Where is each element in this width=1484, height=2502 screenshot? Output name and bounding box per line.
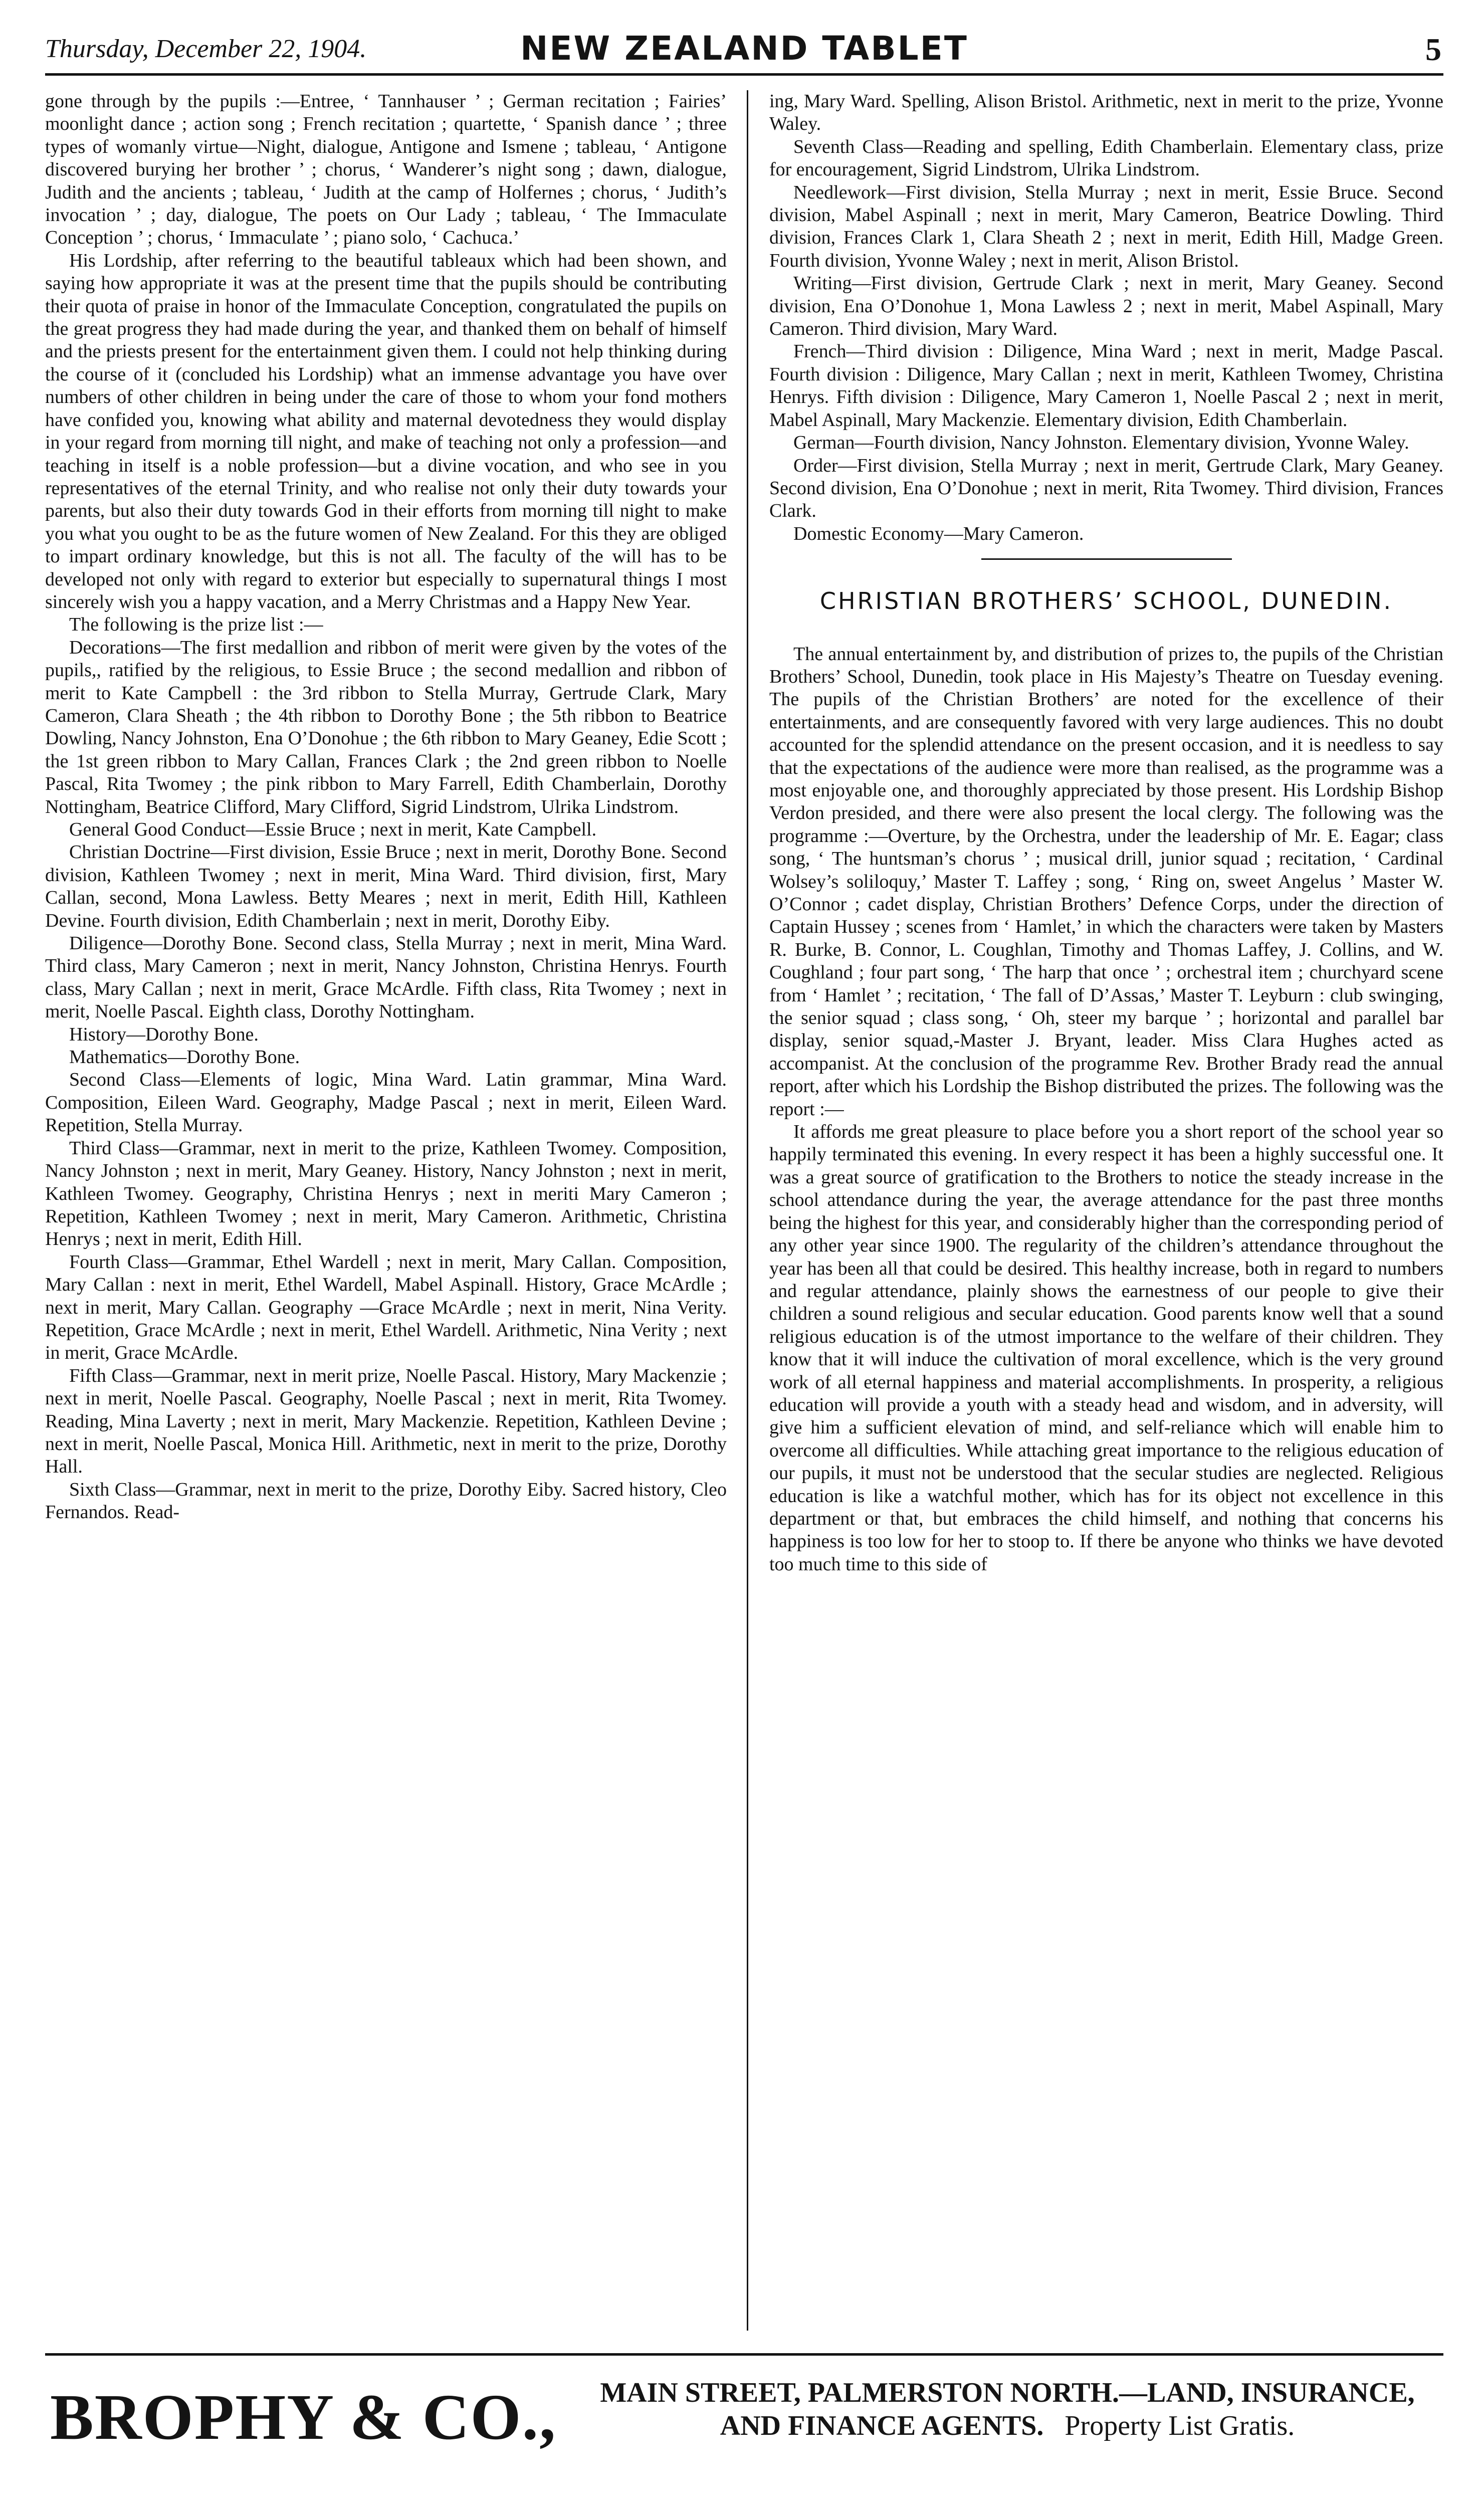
ad-agents-text: AND FINANCE AGENTS. bbox=[720, 2410, 1044, 2441]
column-divider bbox=[747, 90, 748, 2331]
ad-property-list-text: Property List Gratis. bbox=[1065, 2410, 1295, 2441]
prize-paragraph: Fourth Class—Grammar, Ethel Wardell ; next in merit, Mary Callan. Composition, Mary Callan : next in merit, Ethel Wardell, Mabel Aspinall. History, Grace McArdle ; next in merit, Mary Callan. Geography —Grace McArdle ; next in merit, Nina Verity. Repetition, Grace McArdle ; next in merit, Ethel Wardell. Arithmetic, Nina Verity ; next in merit, Grace McArdle. bbox=[45, 1251, 727, 1364]
prize-paragraph: Needlework—First division, Stella Murray ; next in merit, Essie Bruce. Second division, Mabel Aspinall ; next in merit, Mary Cameron, Beatrice Dowling. Third division, Frances Clark 1, Clara Sheath 2 ; next in merit, Edith Hill, Madge Green. Fourth division, Yvonne Waley ; next in merit, Alison Bristol. bbox=[769, 181, 1443, 271]
prize-paragraph: Fifth Class—Grammar, next in merit prize, Noelle Pascal. History, Mary Mackenzie ; next in merit, Noelle Pascal. Geography, Noelle Pascal ; next in merit, Rita Twomey. Reading, Mina Laverty ; next in merit, Mary Mackenzie. Repetition, Kathleen Devine ; next in merit, Noelle Pascal, Monica Hill. Arithmetic, next in merit to the prize, Dorothy Hall. bbox=[45, 1365, 727, 1478]
prize-paragraph: History—Dorothy Bone. bbox=[69, 1023, 259, 1045]
prize-paragraph: Order—First division, Stella Murray ; next in merit, Gertrude Clark, Mary Geaney. Second division, Ena O’Donohue ; next in merit, Rita Twomey. Third division, Frances Clark. bbox=[769, 455, 1443, 522]
ad-services-line bbox=[571, 2410, 1443, 2442]
article-paragraph: gone through by the pupils :—Entree, ‘ Tannhauser ’ ; German recitation ; Fairies’ moonlight dance ; action song ; French recitation ; quartette, ‘ Spanish dance ’ ; three types of womanly virtue—Night, dialogue, Antigone and Ismene ; tableau, ‘ Antigone discovered burying her brother ’ ; chorus, ‘ Wanderer’s night song ; dawn, dialogue, Judith and the ancients ; tableau, ‘ Judith at the camp of Holfernes ; chorus, ‘ Judith’s invocation ’ ; day, dialogue, The poets on Our Lady ; tableau, ‘ The Immaculate Conception ’ ; chorus, ‘ Immaculate ’ ; piano solo, ‘ Cachuca.’ bbox=[45, 91, 727, 249]
prize-paragraph: Seventh Class—Reading and spelling, Edith Chamberlain. Elementary class, prize for encouragement, Sigrid Lindstrom, Ulrika Lindstrom. bbox=[769, 136, 1443, 180]
prize-paragraph: Third Class—Grammar, next in merit to the prize, Kathleen Twomey. Composition, Nancy Johnston ; next in merit, Mary Geaney. History, Nancy Johnston ; next in merit, Kathleen Twomey. Geography, Christina Henrys ; next in meriti Mary Cameron ; Repetition, Kathleen Twomey ; next in merit, Mary Cameron. Arithmetic, Christina Henrys ; next in merit, Edith Hill. bbox=[45, 1137, 727, 1250]
prize-paragraph: ing, Mary Ward. Spelling, Alison Bristol. Arithmetic, next in merit to the prize, Yvonne Waley. bbox=[769, 91, 1443, 135]
ad-address-line: MAIN STREET, PALMERSTON NORTH.—LAND, INSURANCE, bbox=[600, 2377, 1415, 2408]
article-paragraph: The annual entertainment by, and distribution of prizes to, the pupils of the Christian Brothers’ School, Dunedin, took place in His Majesty’s Theatre on Tuesday evening. The pupils of the Christian Brothers’ are noted for the excellence of their entertainments, and are consequently favored with very large audiences. This no doubt accounted for the splendid attendance on the present occasion, and it is needless to say that the expectations of the audience were more than realised, as the programme was a most enjoyable one, and thoroughly appreciated by those present. His Lordship Bishop Verdon presided, and there were also present the local clergy. The following was the programme :—Overture, by the Orchestra, under the leadership of Mr. E. Eagar; class song, ‘ The huntsman’s chorus ’ ; musical drill, junior squad ; recitation, ‘ Cardinal Wolsey’s soliloquy,’ Master T. Laffey ; song, ‘ Ring on, sweet Angelus ’ Master W. O’Connor ; cadet display, Christian Brothers’ Defence Corps, under the direction of Captain Hussey ; scenes from ‘ Hamlet,’ in which the characters were taken by Masters R. Burke, B. Connor, L. Coughlan, Timothy and Thomas Laffey, J. Collins, and W. Coughland ; four part song, ‘ The harp that once ’ ; orchestral item ; churchyard scene from ‘ Hamlet ’ ; recitation, ‘ The fall of D’Assas,’ Master T. Leyburn : club swinging, the senior squad ; class song, ‘ Oh, steer my barque ’ ; horizontal and parallel bar display, senior squad,-Master J. Bryant, leader. Miss Clara Hughes acted as accompanist. At the conclusion of the programme Rev. Brother Brady read the annual report, after which his Lordship the Bishop distributed the prizes. The following was the report :— bbox=[769, 643, 1443, 1120]
newspaper-title: NEW ZEALAND TABLET bbox=[520, 29, 968, 68]
article-paragraph: It affords me great pleasure to place before you a short report of the school year so happily terminated this evening. In every respect it has been a highly successful one. It was a great source of gratification to the Brothers to notice the steady increase in the school attendance during the year, the average attendance for the past three months being the highest for this year, and considerably higher than the corresponding period of any other year since 1900. The regularity of the children’s attendance throughout the year has been all that could be desired. This healthy increase, both in regard to numbers and regular attendance, plainly shows the earnestness of our people to give their children a sound religious and secular education. Good parents know well that a sound religious education is of the utmost importance to the welfare of their children. They know that it will induce the cultivation of moral excellence, which is the very ground work of all eternal happiness and material accomplishments. In prosperity, a religious education will provide a youth with a steady head and wisdom, and in adversity, will give him a sufficient elevation of mind, and self-reliance which will enable him to overcome all difficulties. While attaching great importance to the religious education of our pupils, it must not be understood that the secular studies are neglected. Religious education is like a watchful mother, which has for its object not excellence in this department or that, but embraces the child himself, and nothing that concerns his happiness is too low for her to stoop to. If there be anyone who thinks we have devoted too much time to this side of bbox=[769, 1121, 1443, 1575]
right-column bbox=[769, 90, 1443, 2331]
prize-paragraph: German—Fourth division, Nancy Johnston. Elementary division, Yvonne Waley. bbox=[793, 432, 1409, 454]
section-separator bbox=[981, 558, 1232, 560]
prize-paragraph: General Good Conduct—Essie Bruce ; next in merit, Kate Campbell. bbox=[69, 819, 597, 840]
section-heading: CHRISTIAN BROTHERS’ SCHOOL, DUNEDIN. bbox=[819, 587, 1393, 615]
masthead bbox=[45, 27, 1443, 72]
issue-date: Thursday, December 22, 1904. bbox=[45, 35, 367, 63]
article-paragraph: His Lordship, after referring to the beautiful tableaux which had been shown, and saying how appropriate it was at the present time that the pupils should be contributing their quota of praise in honor of the Immaculate Conception, congratulated the pupils on the great progress they had made during the year, and thanked them on behalf of himself and the priests present for the entertainment given them. I could not help thinking during the course of it (concluded his Lordship) what an immense advantage you have over numbers of other children in being under the care of those to whom your fond mothers have confided you, knowing what ability and maternal devotedness they would display in your regard from morning till night, and make of teaching not only a profession—and teaching in itself is a noble profession—but a divine vocation, and who see in you representatives of the eternal Trinity, and who realise not only their duty towards your parents, but also their duty towards God in their efforts from morning till night to make you what you ought to be as the future women of New Zealand. For this they are obliged to impart ordinary knowledge, but this is not all. The faculty of the will has to be developed not only with regard to exterior but especially to supernatural things I most sincerely wish you a happy vacation, and a Merry Christmas and a Happy New Year. bbox=[45, 250, 727, 612]
prize-paragraph: Decorations—The first medallion and ribbon of merit were given by the votes of the pupils,, ratified by the religious, to Essie Bruce ; the second medallion and ribbon of merit to Kate Campbell : the 3rd ribbon to Stella Murray, Gertrude Clark, Mary Cameron, Clara Sheath ; the 4th ribbon to Dorothy Bone ; the 5th ribbon to Beatrice Dowling, Nancy Johnston, Ena O’Donohue ; the 6th ribbon to Mary Geaney, Edie Scott ; the 1st green ribbon to Mary Callan, Frances Clark ; the 2nd green ribbon to Noelle Pascal, Rita Twomey ; the pink ribbon to Mary Farrell, Edith Chamberlain, Dorothy Nottingham, Beatrice Clifford, Mary Clifford, Sigrid Lindstrom, Ulrika Lindstrom. bbox=[45, 637, 727, 817]
prize-paragraph: Diligence—Dorothy Bone. Second class, Stella Murray ; next in merit, Mina Ward. Third class, Mary Cameron ; next in merit, Nancy Johnston, Christina Henrys. Fourth class, Mary Callan ; next in merit, Grace McArdle. Fifth class, Rita Twomey ; next in merit, Noelle Pascal. Eighth class, Dorothy Nottingham. bbox=[45, 933, 727, 1022]
prize-paragraph: Domestic Economy—Mary Cameron. bbox=[793, 523, 1084, 544]
prize-paragraph: French—Third division : Diligence, Mina Ward ; next in merit, Madge Pascal. Fourth division : Diligence, Mary Callan ; next in merit, Kathleen Twomey, Christina Henrys. Fifth division : Diligence, Mary Cameron 1, Noelle Pascal 2 ; next in merit, Mabel Aspinall, Mary Mackenzie. Elementary division, Edith Chamberlain. bbox=[769, 341, 1443, 431]
advertisement bbox=[45, 2366, 1443, 2466]
ad-brand: BROPHY & CO., bbox=[50, 2381, 557, 2453]
prize-paragraph: Mathematics—Dorothy Bone. bbox=[69, 1047, 300, 1068]
prize-paragraph: Christian Doctrine—First division, Essie Bruce ; next in merit, Dorothy Bone. Second division, Kathleen Twomey ; next in merit, Mina Ward. Third division, first, Mary Callan, second, Mona Lawless. Betty Meares ; next in merit, Edith Hill, Kathleen Devine. Fourth division, Edith Chamberlain ; next in merit, Dorothy Eiby. bbox=[45, 842, 727, 931]
article-paragraph: The following is the prize list :— bbox=[69, 614, 323, 636]
prize-paragraph: Writing—First division, Gertrude Clark ; next in merit, Mary Geaney. Second division, Ena O’Donohue 1, Mona Lawless 2 ; next in merit, Mabel Aspinall, Mary Cameron. Third division, Mary Ward. bbox=[769, 273, 1443, 340]
footer-rule bbox=[45, 2353, 1443, 2356]
prize-paragraph: Second Class—Elements of logic, Mina Ward. Latin grammar, Mina Ward. Composition, Eileen Ward. Geography, Madge Pascal ; next in merit, Eileen Ward. Repetition, Stella Murray. bbox=[45, 1069, 727, 1136]
header-rule bbox=[45, 73, 1443, 76]
page-number: 5 bbox=[1425, 32, 1441, 67]
left-column bbox=[45, 90, 727, 2331]
prize-paragraph: Sixth Class—Grammar, next in merit to the prize, Dorothy Eiby. Sacred history, Cleo Fernandos. Read- bbox=[45, 1479, 727, 1523]
